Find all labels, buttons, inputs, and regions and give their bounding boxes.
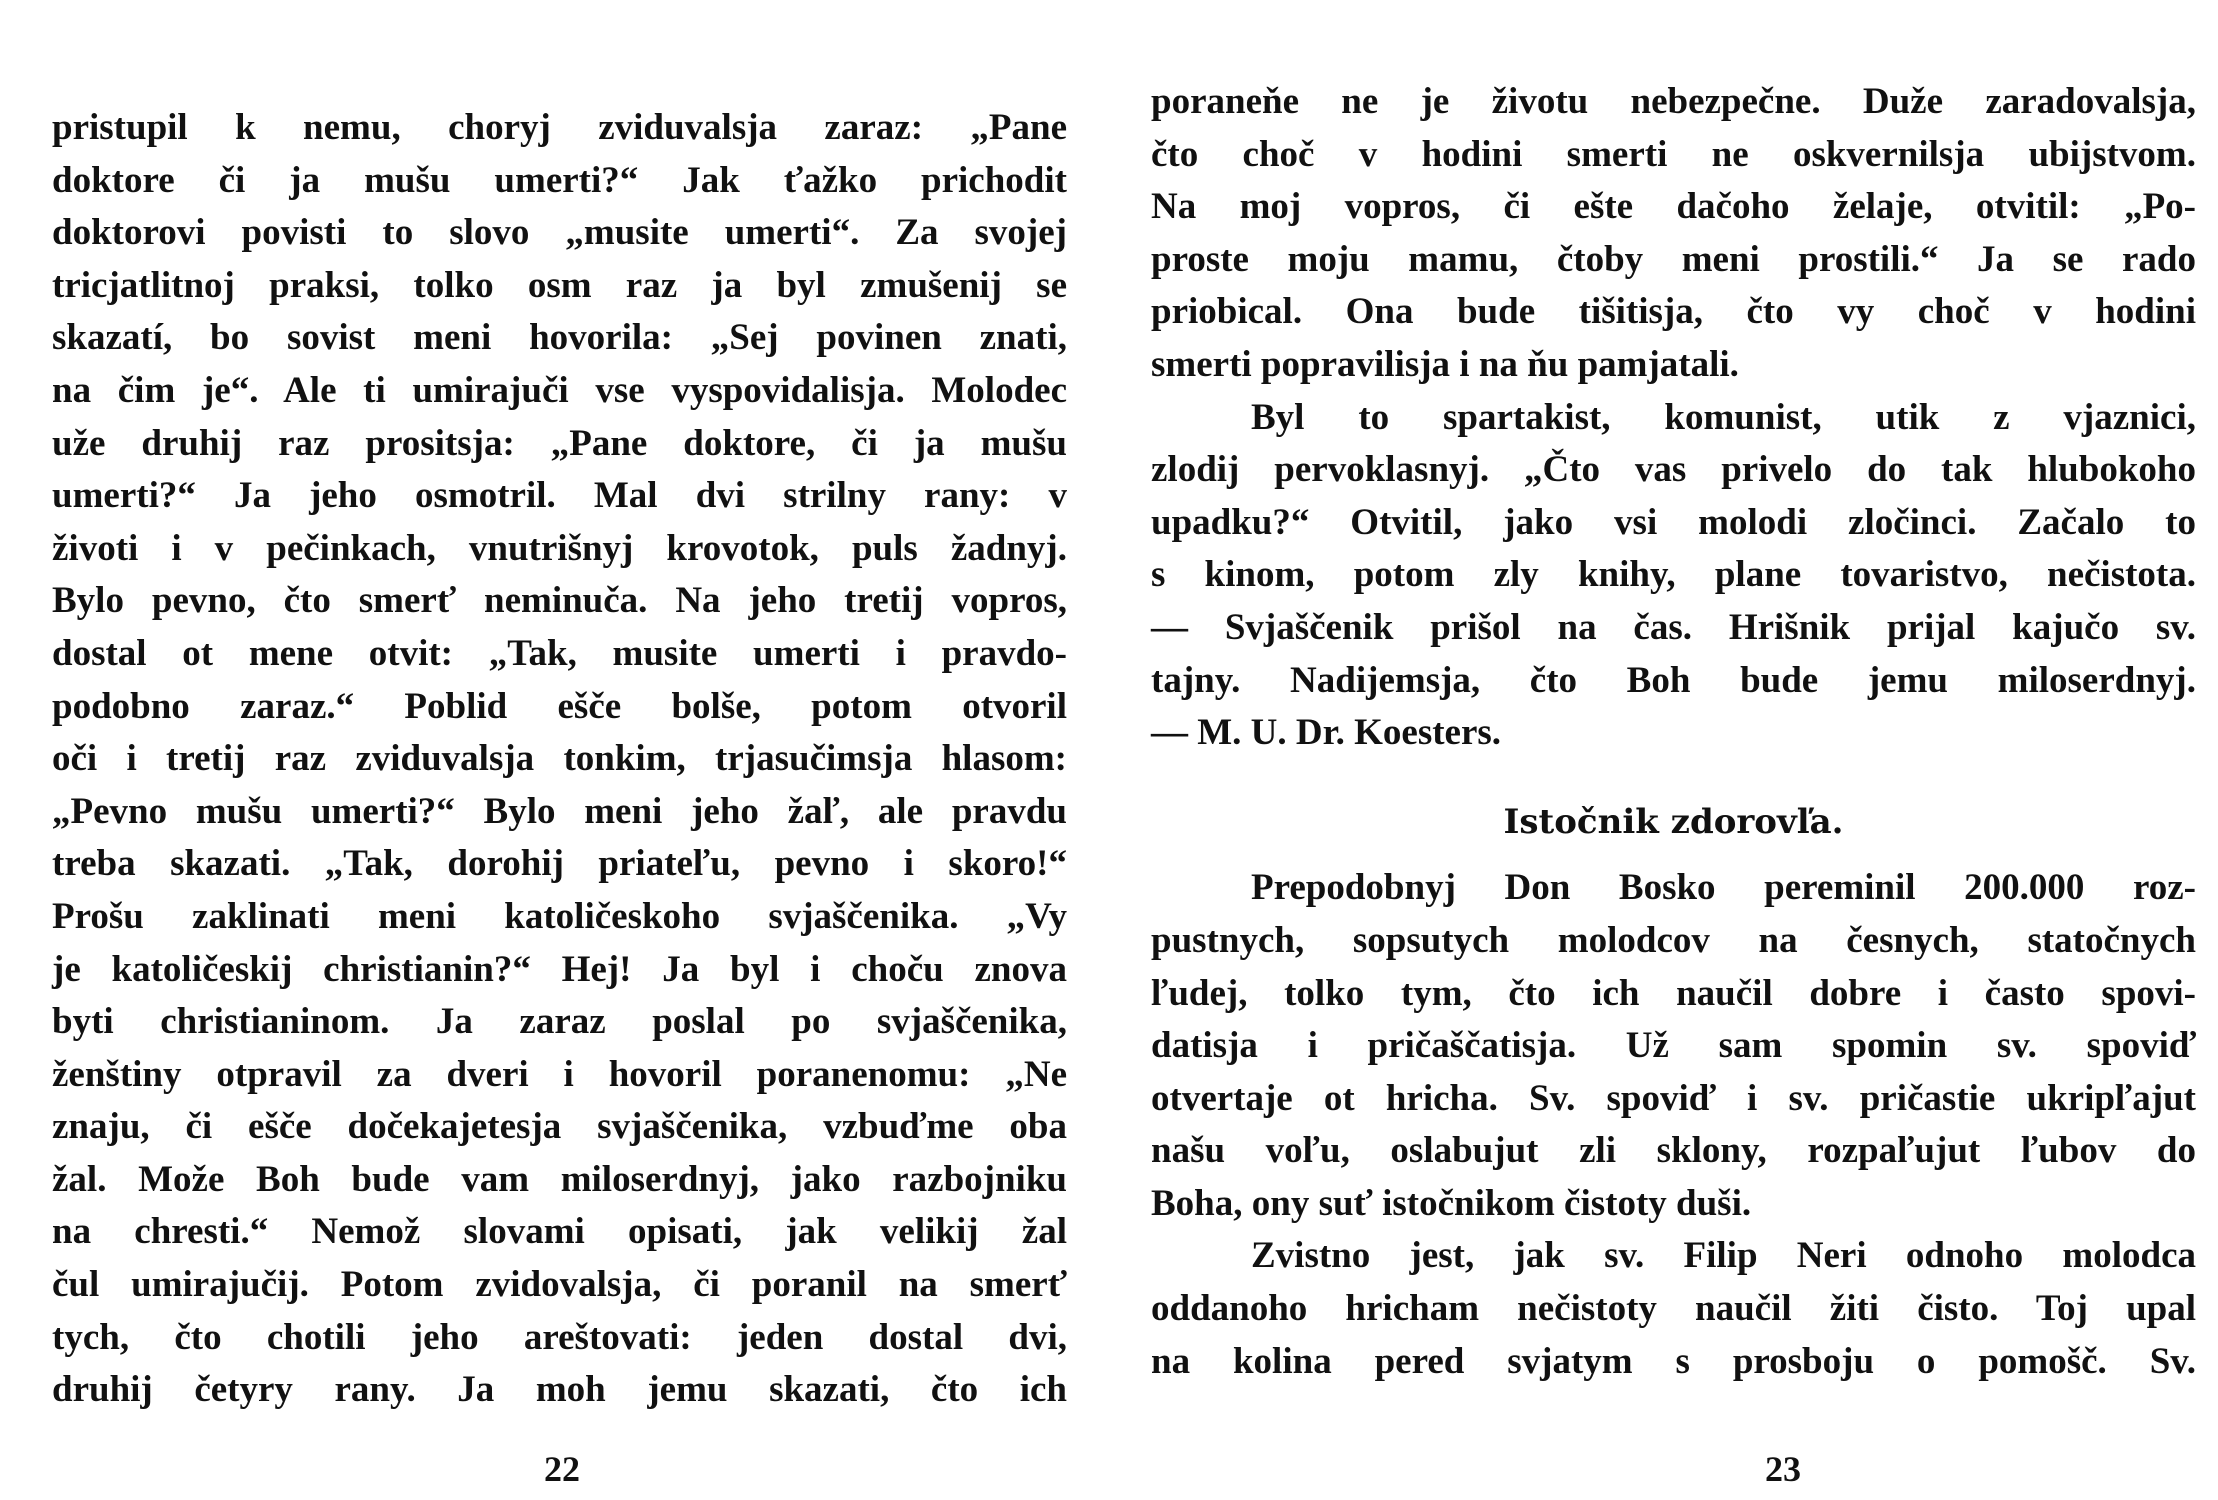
text-line: doktore či ja mušu umerti?“ Jak ťažko prichodit (52, 159, 1067, 201)
page-number-right: 23 (1765, 1449, 1801, 1489)
text-line: na kolina pered svjatym s prosboju o pomošč. Sv. (1151, 1340, 2196, 1382)
text-line: Bylo pevno, čto smerť neminuča. Na jeho tretij vopros, (52, 580, 1067, 622)
text-line: oči i tretij raz zviduvalsja tonkim, trjasučimsja hlasom: (52, 738, 1067, 780)
text-line: druhij četyry rany. Ja moh jemu skazati, čto ich (52, 1369, 1067, 1411)
text-line: Na moj vopros, či ešte dačoho želaje, otvitil: „Po- (1151, 186, 2196, 228)
text-line: — M. U. Dr. Koesters. (1151, 712, 1502, 754)
text-line: ženštiny otpravil za dveri i hovoril poranenomu: „Ne (52, 1053, 1067, 1095)
text-line: podobno zaraz.“ Poblid ešče bolše, potom otvoril (52, 685, 1067, 727)
text-line: je katoličeskij christianin?“ Hej! Ja byl i choču znova (52, 948, 1067, 990)
text-line: Zvistno jest, jak sv. Filip Neri odnoho molodca (1251, 1235, 2196, 1277)
text-line: dostal ot mene otvit: „Tak, musite umerti i pravdo- (52, 632, 1067, 674)
text-line: datisja i pričaščatisja. Už sam spomin sv. spoviď (1151, 1025, 2196, 1067)
text-line: Byl to spartakist, komunist, utik z vjaznici, (1251, 396, 2196, 438)
text-line: tricjatlitnoj praksi, tolko osm raz ja byl zmušenij se (52, 264, 1067, 306)
text-line: oddanoho hricham nečistoty naučil žiti čisto. Toj upal (1151, 1288, 2196, 1330)
text-line: priobical. Ona bude tišitisja, čto vy choč v hodini (1151, 291, 2196, 333)
text-line: otvertaje ot hricha. Sv. spoviď i sv. pričastie ukripľajut (1151, 1077, 2196, 1119)
text-line: žal. Može Boh bude vam miloserdnyj, jako razbojniku (52, 1158, 1067, 1200)
text-line: proste moju mamu, čtoby meni prostili.“ Ja se rado (1151, 238, 2196, 280)
text-line: životi i v pečinkach, vnutrišnyj krovotok, puls žadnyj. (52, 527, 1067, 569)
text-line: treba skazati. „Tak, dorohij priateľu, pevno i skoro!“ (52, 843, 1067, 885)
text-line: — Svjaščenik prišol na čas. Hrišnik prijal kajučo sv. (1151, 606, 2196, 648)
text-line: byti christianinom. Ja zaraz poslal po svjaščenika, (52, 1001, 1067, 1043)
text-line: čul umirajučij. Potom zvidovalsja, či poranil na smerť (52, 1264, 1067, 1306)
text-line: pristupil k nemu, choryj zviduvalsja zaraz: „Pane (52, 107, 1067, 148)
right-page-text (1151, 76, 2196, 1388)
text-line: na chresti.“ Nemož slovami opisati, jak velikij žal (52, 1211, 1067, 1253)
text-line: Prošu zaklinati meni katoličeskoho svjaščenika. „Vy (52, 895, 1067, 937)
text-line: znaju, či ešče dočekajetesja svjaščenika, vzbuďme oba (52, 1106, 1067, 1148)
text-line: našu voľu, oslabujut zli sklony, rozpaľujut ľubov do (1151, 1130, 2196, 1172)
text-line: zlodij pervoklasnyj. „Čto vas privelo do tak hlubokoho (1151, 449, 2196, 491)
text-line: „Pevno mušu umerti?“ Bylo meni jeho žaľ, ale pravdu (52, 790, 1067, 832)
text-line: na čim je“. Ale ti umirajuči vse vyspovidalisja. Molodec (52, 369, 1067, 411)
text-line: doktorovi povisti to slovo „musite umerti“. Za svojej (52, 212, 1067, 254)
text-line: poraneňe ne je životu nebezpečne. Duže zaradovalsja, (1151, 81, 2196, 122)
page-number-left: 22 (544, 1449, 580, 1489)
text-line: čto choč v hodini smerti ne oskvernilsja ubijstvom. (1151, 133, 2196, 175)
right-page (1109, 0, 2218, 1500)
text-line: s kinom, potom zly knihy, plane tovaristvo, nečistota. (1151, 554, 2196, 596)
text-line: tajny. Nadijemsja, čto Boh bude jemu miloserdnyj. (1151, 659, 2196, 701)
text-line: umerti?“ Ja jeho osmotril. Mal dvi strilny rany: v (52, 475, 1067, 517)
text-line: Boha, ony suť istočnikom čistoty duši. (1151, 1182, 1752, 1224)
left-page-text (52, 102, 1067, 1417)
text-line: uže druhij raz prositsja: „Pane doktore, či ja mušu (52, 422, 1067, 464)
text-line: upadku?“ Otvitil, jako vsi molodi zločinci. Začalo to (1151, 501, 2196, 543)
text-line: ľudej, tolko tym, čto ich naučil dobre i často spovi- (1151, 972, 2196, 1014)
text-line: pustnych, sopsutych molodcov na česnych, statočnych (1151, 919, 2196, 961)
section-heading: Istočnik zdorovľa. (1503, 801, 1844, 842)
text-line: Prepodobnyj Don Bosko pereminil 200.000 roz- (1251, 867, 2196, 909)
text-line: smerti popravilisja i na ňu pamjatali. (1151, 343, 1739, 385)
text-line: skazatí, bo sovist meni hovorila: „Sej povinen znati, (52, 317, 1067, 359)
text-line: tych, čto chotili jeho areštovati: jeden dostal dvi, (52, 1316, 1067, 1358)
